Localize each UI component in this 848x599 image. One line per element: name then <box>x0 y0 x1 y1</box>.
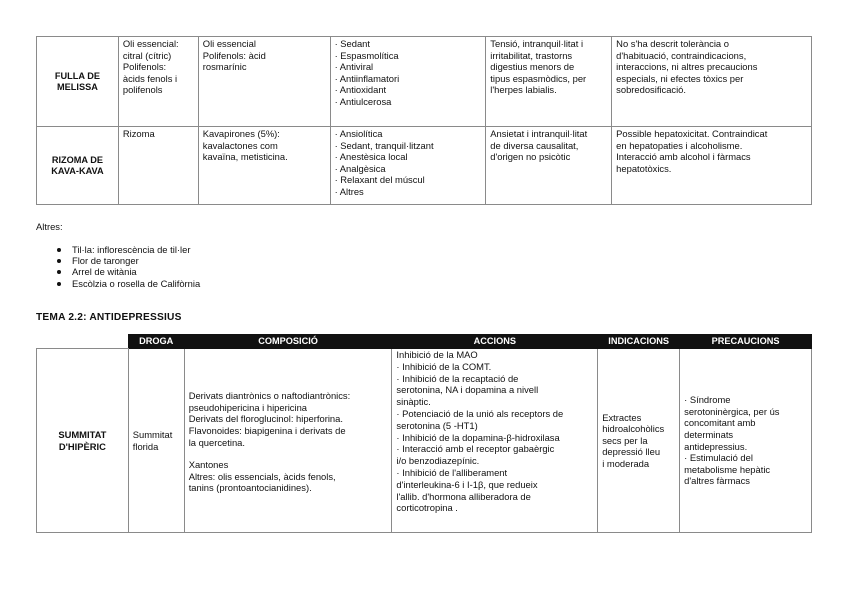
cell-line: metabolisme hepàtic <box>684 463 771 475</box>
cell-line: Polifenols: <box>122 61 167 73</box>
cell-line: d'interleukina-6 i I-1β, que redueix <box>396 478 538 490</box>
cell-line: florida <box>132 440 159 452</box>
cell-line: irritabilitat, trastorns <box>490 49 573 61</box>
indications-cell <box>486 37 612 127</box>
cell-line: · Espasmolítica <box>334 49 399 61</box>
cell-line: i/o benzodiazepínic. <box>396 455 480 467</box>
cell-line: interaccions, ni altres precaucions <box>616 61 758 73</box>
cell-line: Flavonoides: biapigenina i derivats de <box>188 424 346 436</box>
cell-line: Inhibició de la MAO <box>396 349 478 360</box>
precautions-cell <box>612 127 812 205</box>
part-cell <box>118 37 198 127</box>
cell-line: kavalactones com <box>202 139 278 151</box>
cell-line: · Relaxant del múscul <box>334 174 425 186</box>
header-cell: DROGA <box>128 335 184 349</box>
table-row <box>37 127 812 205</box>
altres-label: Altres: <box>36 221 63 232</box>
cell-line: tanins (prontoantocianidines). <box>188 482 312 494</box>
cell-line: KAVA-KAVA <box>51 165 104 176</box>
cell-line: · Interacció amb el receptor gabaèrgic <box>396 443 555 455</box>
header-cell: INDICACIONS <box>598 335 680 349</box>
cell-line: Ansietat i intranquil·litat <box>490 128 588 139</box>
cell-line: pseudohipericina i hipericina <box>188 401 307 413</box>
cell-line: d'origen no psicòtic <box>490 151 571 163</box>
cell-line: · Antiulcerosa <box>334 95 392 107</box>
antidepressants-table <box>36 334 812 533</box>
cell-line: de diversa causalitat, <box>490 139 579 151</box>
cell-line: la quercetina. <box>188 436 245 448</box>
cell-line: Possible hepatoxicitat. Contraindicat <box>616 128 768 139</box>
cell-line: RIZOMA DE <box>51 154 104 165</box>
cell-line: digestius menors de <box>490 61 575 73</box>
header-cell: ACCIONS <box>392 335 598 349</box>
cell-line: · Inhibició de la recaptació de <box>396 372 519 384</box>
list-item: Flor de taronger <box>56 255 200 266</box>
cell-line: · Anestèsica local <box>334 151 408 163</box>
cell-line: · Antiviral <box>334 61 374 73</box>
cell-line: Xantones <box>188 459 229 471</box>
cell-line: i moderada <box>602 457 650 469</box>
cell-line: · Sedant, tranquil·litzant <box>334 139 434 151</box>
cell-line: · Estimulació del <box>684 452 753 464</box>
cell-line: en hepatopaties i alcoholisme. <box>616 139 743 151</box>
section-title: TEMA 2.2: ANTIDEPRESSIUS <box>36 312 182 323</box>
cell-line: secs per la <box>602 434 648 446</box>
cell-line: kavaïna, metisticina. <box>202 151 288 163</box>
sedatives-table <box>36 36 812 205</box>
cell-line: depressió lleu <box>602 446 661 458</box>
list-item: Arrel de witània <box>56 266 200 277</box>
plant-name-cell <box>37 349 129 533</box>
composition-cell <box>198 127 330 205</box>
cell-line: · Inhibició de la dopamina-β-hidroxilasa <box>396 431 560 443</box>
cell-line: MELISSA <box>57 81 98 92</box>
cell-line: Extractes <box>602 411 642 423</box>
cell-line: · Inhibició de la COMT. <box>396 360 492 372</box>
cell-line: · Antiinflamatori <box>334 72 400 84</box>
cell-line: tipus espasmòdics, per <box>490 72 587 84</box>
cell-line: Derivats diantrònics o naftodiantrònics: <box>188 390 351 402</box>
cell-line: Altres: olis essencials, àcids fenols, <box>188 470 336 482</box>
cell-line: Polifenols: àcid <box>202 49 266 61</box>
actions-cell <box>330 127 486 205</box>
cell-line: determinats <box>684 428 734 440</box>
indications-cell <box>486 127 612 205</box>
cell-line <box>189 448 388 459</box>
cell-line: · Altres <box>334 185 364 197</box>
plant-name-cell <box>37 127 119 205</box>
header-blank <box>37 335 129 349</box>
cell-line: · Sedant <box>334 38 371 49</box>
cell-line: rosmarínic <box>202 61 247 73</box>
table-row <box>37 349 812 533</box>
actions-cell <box>330 37 486 127</box>
cell-line: polifenols <box>122 84 163 96</box>
table-row <box>37 37 812 127</box>
cell-line: · Síndrome <box>684 394 731 406</box>
part-cell <box>118 127 198 205</box>
cell-line: d'altres fàrmacs <box>684 475 750 487</box>
altres-list <box>56 244 200 289</box>
drug-cell <box>128 349 184 533</box>
cell-line: serotoninèrgica, per ús <box>684 405 780 417</box>
cell-line: No s'ha descrit tolerància o <box>616 38 729 49</box>
cell-line: l'allib. d'hormona alliberadora de <box>396 490 531 502</box>
cell-line: serotonina (5 -HT1) <box>396 419 478 431</box>
indications-cell <box>598 349 680 533</box>
cell-line: SUMMITAT <box>58 428 107 440</box>
cell-line: corticotropina . <box>396 502 458 514</box>
precautions-cell <box>680 349 812 533</box>
cell-line: · Analgèsica <box>334 162 386 174</box>
cell-line: Rizoma <box>122 128 155 139</box>
precautions-cell <box>612 37 812 127</box>
header-cell: COMPOSICIÓ <box>184 335 392 349</box>
list-item: Til·la: inflorescència de til·ler <box>56 244 200 255</box>
cell-line: serotonina, NA i dopamina a nivell <box>396 384 539 396</box>
cell-line: · Potenciació de la unió als receptors de <box>396 407 564 419</box>
cell-line: àcids fenols i <box>122 72 178 84</box>
plant-name-cell <box>37 37 119 127</box>
cell-line: · Ansiolítica <box>334 128 383 139</box>
cell-line: sinàptic. <box>396 396 431 408</box>
cell-line: Kavapirones (5%): <box>202 128 280 139</box>
cell-line: citral (cítric) <box>122 49 172 61</box>
cell-line: hidroalcohòlics <box>602 423 665 435</box>
cell-line: Interacció amb alcohol i fàrmacs <box>616 151 751 163</box>
list-item: Escòlzia o rosella de Califòrnia <box>56 278 200 289</box>
cell-line: d'habituació, contraindicacions, <box>616 49 747 61</box>
cell-line: Oli essencial: <box>122 38 179 49</box>
cell-line: l'herpes labialis. <box>490 84 557 96</box>
cell-line: sobredosificació. <box>616 84 686 96</box>
header-cell: PRECAUCIONS <box>680 335 812 349</box>
cell-line: Summitat <box>132 428 173 440</box>
cell-line: Derivats del floroglucinol: hiperforina. <box>188 413 343 425</box>
composition-cell <box>198 37 330 127</box>
cell-line: D'HIPÈRIC <box>58 440 106 452</box>
cell-line: concomitant amb <box>684 417 756 429</box>
cell-line: FULLA DE <box>54 70 100 81</box>
cell-line: · Inhibició de l'alliberament <box>396 466 508 478</box>
composition-cell <box>184 349 392 533</box>
cell-line: Oli essencial <box>202 38 256 49</box>
header-row <box>37 335 812 349</box>
cell-line: antidepressius. <box>684 440 748 452</box>
cell-line: hepatotòxics. <box>616 162 672 174</box>
cell-line: especials, ni efectes tòxics per <box>616 72 744 84</box>
cell-line: Tensió, intranquil·litat i <box>490 38 584 49</box>
actions-cell <box>392 349 598 533</box>
cell-line: · Antioxidant <box>334 84 387 96</box>
